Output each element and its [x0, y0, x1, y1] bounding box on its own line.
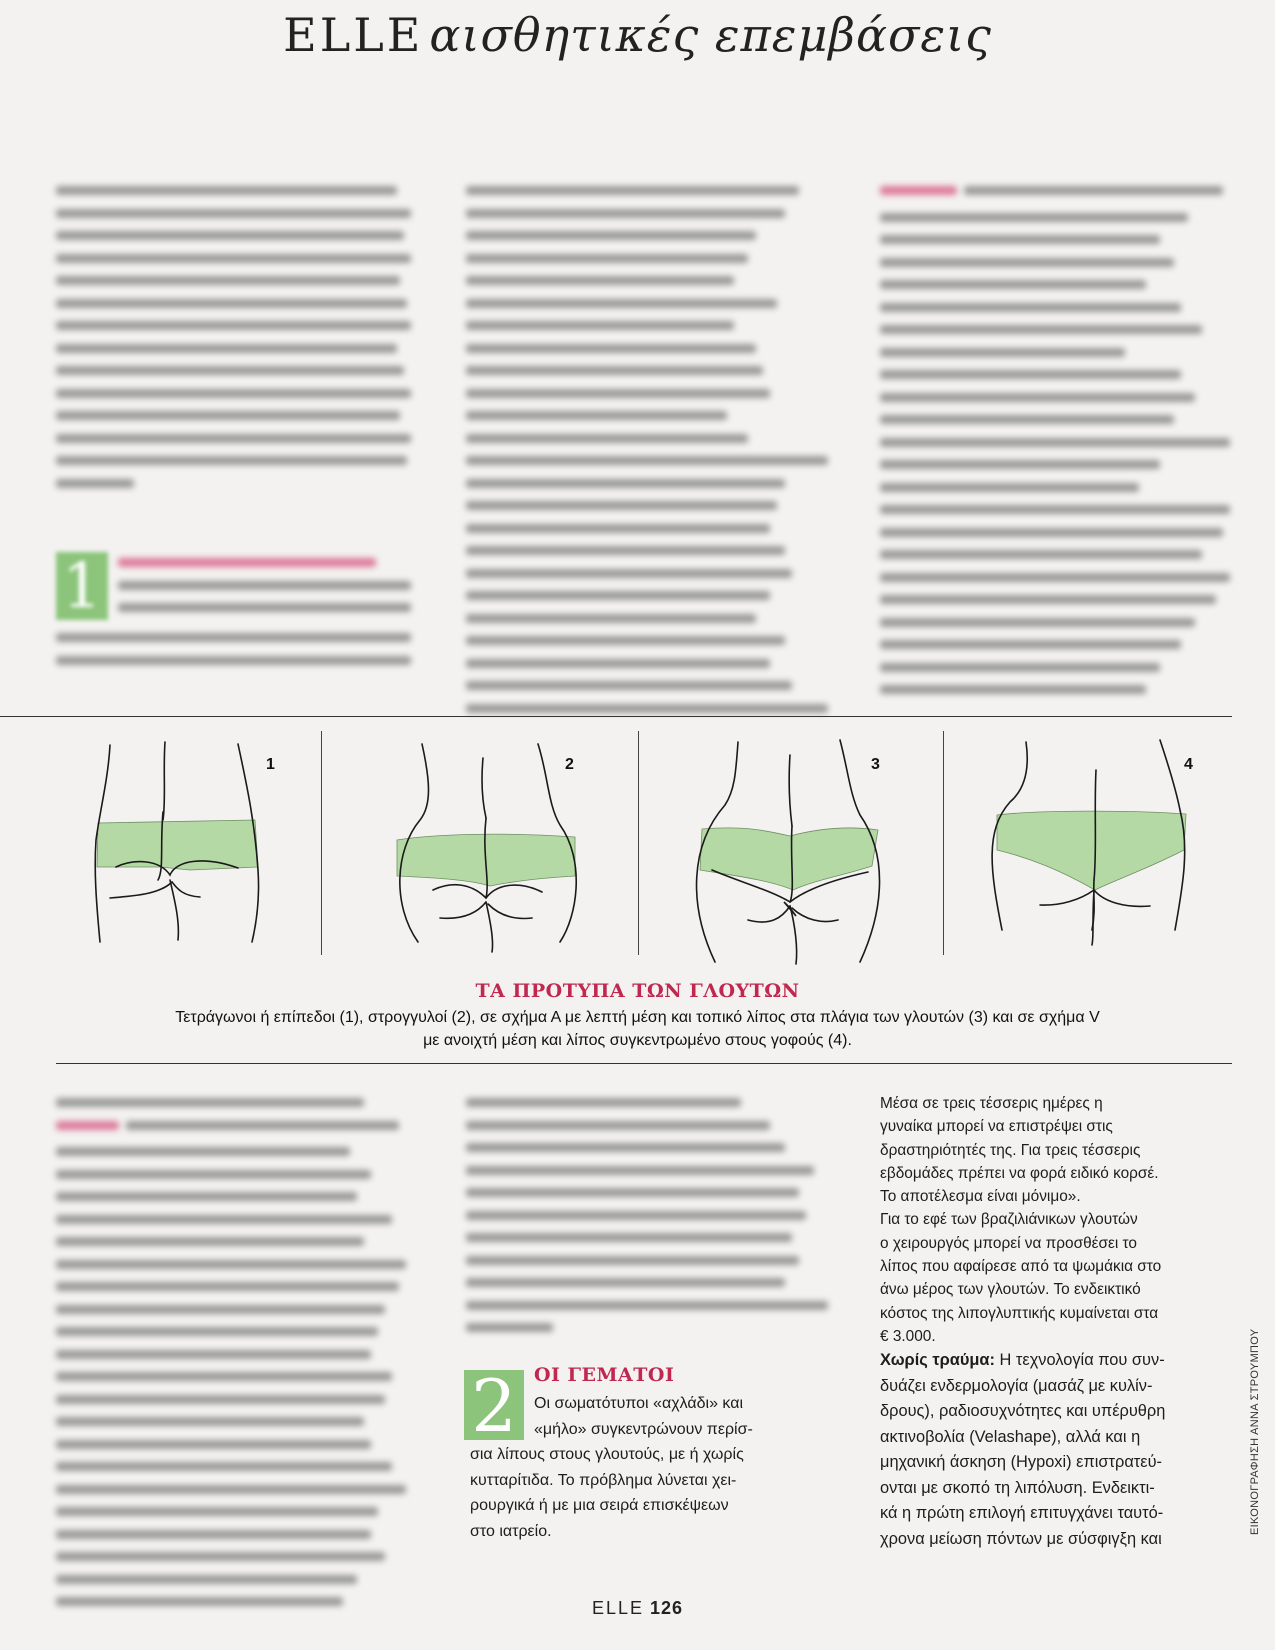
col3-more-2: δρους), ραδιοσυχνότητες και υπέρυθρη: [880, 1402, 1166, 1421]
magazine-brand: ELLE: [283, 8, 424, 62]
panel-4-number: 4: [1184, 756, 1193, 773]
footer-brand: ELLE: [591, 1598, 644, 1618]
column-3-text: [880, 1092, 1230, 1552]
section-2-line-3: σια λίπους στους γλουτούς, με ή χωρίς: [470, 1446, 744, 1463]
figure-bottom-rule: [56, 1063, 1232, 1064]
panel-4-figure: [992, 740, 1186, 945]
panel-2-number: 2: [565, 756, 574, 773]
panel-1-figure: [95, 742, 258, 942]
panel-1-number: 1: [266, 756, 275, 773]
figure-caption-line-2: με ανοιχτή μέση και λίπος συγκεντρωμένο στους γοφούς (4).: [423, 1032, 852, 1049]
col3-line-11: € 3.000.: [880, 1327, 936, 1345]
col3-more-7: χρονα μείωση πόντων με σύσφιγξη και: [880, 1529, 1162, 1548]
col3-line-6: Για το εφέ των βραζιλιάνικων γλουτών: [880, 1211, 1138, 1229]
col3-more-5: ονται με σκοπό τη λιπόλυση. Ενδεικτι-: [880, 1478, 1155, 1497]
col3-line-10: κόστος της λιπογλυπτικής κυμαίνεται στα: [880, 1304, 1159, 1322]
section-2-number: 2: [464, 1370, 524, 1440]
section-2-title: ΟΙ ΓΕΜΑΤΟΙ: [534, 1364, 675, 1386]
col3-line-3: δραστηριότητές της. Για τρεις τέσσερις: [880, 1141, 1141, 1159]
page-footer: [0, 1598, 1275, 1619]
col3-line-7: ο χειρουργός μπορεί να προσθέσει το: [880, 1234, 1137, 1252]
figure-title: ΤΑ ΠΡΟΤΥΠΑ ΤΩΝ ΓΛΟΥΤΩΝ: [475, 980, 800, 1002]
section-1-text-cont: [56, 633, 411, 678]
col3-subhead: Χωρίς τραύμα:: [880, 1351, 995, 1370]
illustration-credit: ΕΙΚΟΝΟΓΡΑΦΗΣΗ ΑΝΝΑ ΣΤΡΟΥΜΠΟΥ: [1249, 1328, 1261, 1535]
bottom-column-2: [466, 1098, 828, 1346]
col3-subhead-rest: Η τεχνολογία που συν-: [994, 1351, 1165, 1370]
top-column-3: [880, 186, 1230, 708]
section-1-text: [118, 558, 411, 626]
panel-2-figure: [397, 744, 576, 952]
panel-3-number: 3: [871, 756, 880, 773]
section-2-line-5: ρουργικά ή με μια σειρά επισκέψεων: [470, 1497, 729, 1514]
panel-3-figure: [697, 740, 880, 964]
section-title: αισθητικές επεμβάσεις: [429, 8, 992, 62]
figure-caption: [80, 1006, 1195, 1052]
col3-line-1: Μέσα σε τρεις τέσσερις ημέρες η: [880, 1095, 1103, 1112]
col3-line-5: Το αποτέλεσμα είναι μόνιμο».: [880, 1188, 1081, 1206]
section-2-line-6: στο ιατρείο.: [470, 1522, 552, 1540]
col3-more-3: ακτινοβολία (Velashape), αλλά και η: [880, 1427, 1141, 1446]
top-column-2: [466, 186, 828, 726]
figure-caption-line-1: Τετράγωνοι ή επίπεδοι (1), στρογγυλοί (2), σε σχήμα Α με λεπτή μέση και τοπικό λίπος στα πλάγια των γλουτών (3) και σε σχήμα V: [175, 1009, 1100, 1026]
col3-more-4: μηχανική άσκηση (Hypoxi) επιστρατεύ-: [880, 1453, 1163, 1472]
col3-line-9: άνω μέρος των γλουτών. Το ενδεικτικό: [880, 1281, 1141, 1299]
section-1-number: 1: [56, 552, 108, 620]
buttock-shapes-illustration: [0, 730, 1275, 970]
col3-more-1: δυάζει ενδερμολογία (μασάζ με κυλίν-: [880, 1376, 1153, 1395]
col3-more-6: κά η πρώτη επιλογή επιτυγχάνει ταυτό-: [880, 1504, 1164, 1523]
col3-line-2: γυναίκα μπορεί να επιστρέψει στις: [880, 1118, 1113, 1136]
col3-line-4: εβδομάδες πρέπει να φορά ειδικό κορσέ.: [880, 1164, 1159, 1182]
page-number: 126: [650, 1598, 684, 1618]
bottom-column-1: [56, 1098, 406, 1620]
section-2-line-2: «μήλο» συγκεντρώνουν περίσ-: [534, 1420, 753, 1438]
section-2-line-4: κυτταρίτιδα. Το πρόβλημα λύνεται χει-: [470, 1471, 737, 1489]
section-2-text: [470, 1391, 830, 1544]
top-column-1: [56, 186, 411, 501]
section-2-line-1: Οι σωματότυποι «αχλάδι» και: [534, 1395, 744, 1412]
col3-line-8: λίπος που αφαίρεσε από τα ψωμάκια στο: [880, 1258, 1162, 1276]
page-header: [0, 8, 1275, 62]
figure-top-rule: [0, 716, 1232, 717]
